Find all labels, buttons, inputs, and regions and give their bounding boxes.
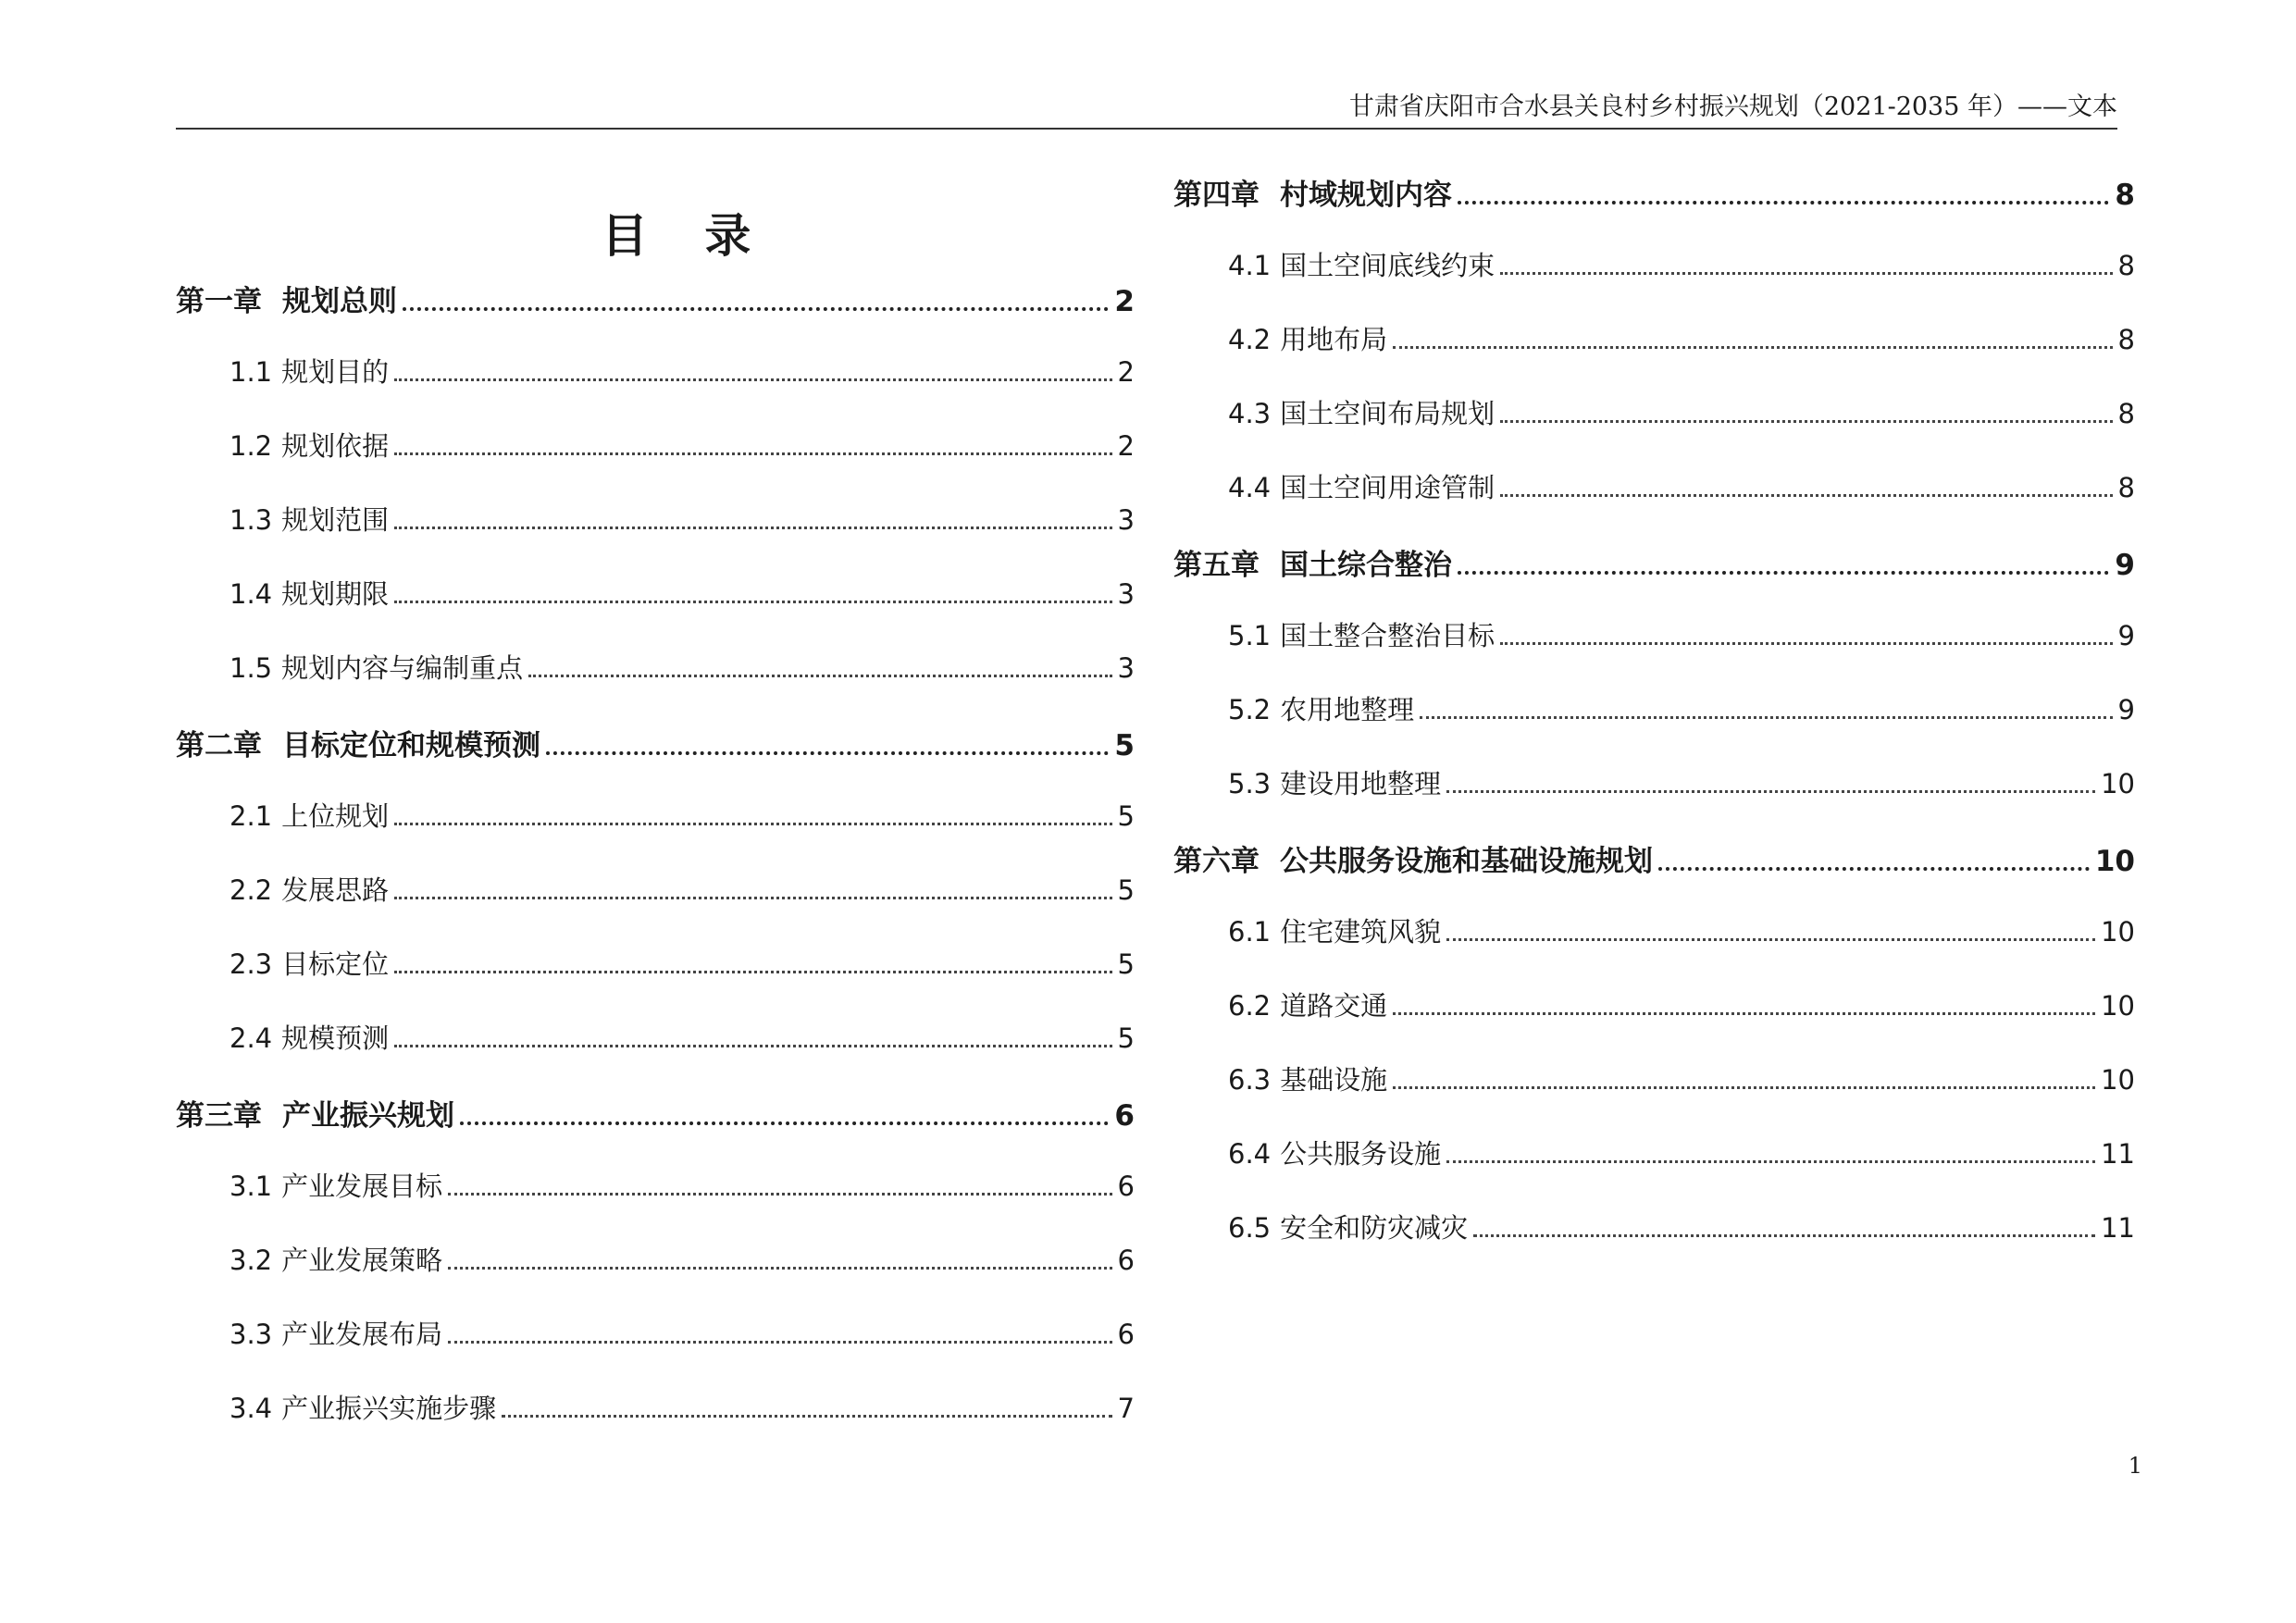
toc-entry-title: 产业振兴实施步骤 [281, 1393, 497, 1424]
toc-entry-number: 6.4 [1228, 1138, 1272, 1170]
toc-entry-page: 10 [2101, 1064, 2135, 1096]
toc-entry-page: 9 [2117, 620, 2135, 651]
toc-section-entry[interactable] [1228, 985, 2135, 1023]
toc-entry-title: 国土空间底线约束 [1280, 250, 1496, 281]
toc-section-entry[interactable] [1228, 615, 2135, 653]
toc-entry-page: 11 [2101, 1212, 2135, 1244]
toc-entry-page: 6 [1117, 1245, 1135, 1276]
toc-entry-page: 2 [1114, 285, 1135, 318]
toc-dot-leader [1446, 790, 2095, 793]
toc-entry-title: 国土空间用途管制 [1280, 472, 1496, 503]
toc-entry-page: 8 [2117, 324, 2135, 355]
toc-section-entry[interactable] [230, 796, 1135, 834]
toc-entry-title: 农用地整理 [1280, 694, 1415, 725]
toc-entry-page: 2 [1117, 430, 1135, 462]
toc-section-entry[interactable] [230, 426, 1135, 464]
toc-dot-leader [448, 1267, 1111, 1270]
toc-dot-leader [394, 452, 1111, 455]
toc-entry-page: 3 [1117, 578, 1135, 610]
toc-entry-title: 目标定位和规模预测 [282, 729, 540, 762]
toc-entry-number: 6.1 [1228, 916, 1272, 948]
toc-dot-leader [394, 378, 1111, 381]
toc-entry-number: 第三章 [176, 1099, 262, 1133]
toc-entry-page: 10 [2094, 845, 2135, 878]
toc-dot-leader [546, 751, 1109, 755]
toc-section-entry[interactable] [230, 1314, 1135, 1352]
toc-entry-title: 规划总则 [282, 285, 397, 318]
toc-section-entry[interactable] [1228, 393, 2135, 431]
toc-entry-number: 2.1 [230, 800, 273, 832]
toc-section-entry[interactable] [230, 500, 1135, 538]
toc-dot-leader [1420, 716, 2112, 719]
toc-entry-page: 10 [2101, 768, 2135, 799]
toc-section-entry[interactable] [230, 870, 1135, 908]
toc-section-entry[interactable] [230, 1240, 1135, 1278]
toc-entry-number: 3.4 [230, 1393, 273, 1424]
toc-chapter-entry[interactable] [176, 278, 1135, 319]
toc-entry-page: 10 [2101, 990, 2135, 1022]
toc-entry-page: 8 [2117, 398, 2135, 429]
toc-section-entry[interactable] [1228, 763, 2135, 801]
toc-section-entry[interactable] [230, 648, 1135, 686]
toc-entry-number: 3.1 [230, 1171, 273, 1202]
toc-entry-title: 国土综合整治 [1280, 549, 1452, 582]
toc-dot-leader [1500, 420, 2112, 423]
toc-entry-number: 第四章 [1173, 179, 1260, 212]
toc-entry-title: 安全和防灾减灾 [1280, 1212, 1469, 1244]
toc-entry-title: 产业发展策略 [281, 1245, 443, 1276]
toc-entry-number: 1.2 [230, 430, 273, 462]
toc-dot-leader [1500, 494, 2112, 497]
toc-dot-leader [1500, 642, 2112, 645]
toc-entry-page: 6 [1117, 1319, 1135, 1350]
toc-dot-leader [394, 823, 1111, 825]
toc-entry-title: 国土整合整治目标 [1280, 620, 1496, 651]
toc-entry-title: 规划内容与编制重点 [281, 652, 524, 684]
toc-chapter-entry[interactable] [1173, 837, 2135, 879]
toc-entry-title: 村域规划内容 [1280, 179, 1452, 212]
toc-section-entry[interactable] [1228, 1059, 2135, 1097]
toc-entry-page: 5 [1117, 800, 1135, 832]
toc-entry-number: 1.1 [230, 356, 273, 388]
toc-entry-title: 目标定位 [281, 948, 390, 980]
toc-entry-page: 2 [1117, 356, 1135, 388]
toc-section-entry[interactable] [1228, 911, 2135, 949]
toc-entry-page: 5 [1114, 729, 1135, 762]
toc-dot-leader [1393, 1086, 2095, 1089]
toc-chapter-entry[interactable] [1173, 171, 2135, 213]
toc-chapter-entry[interactable] [1173, 541, 2135, 583]
toc-dot-leader [394, 601, 1111, 603]
toc-section-entry[interactable] [230, 1166, 1135, 1204]
toc-entry-page: 3 [1117, 652, 1135, 684]
toc-dot-leader [1393, 346, 2112, 349]
toc-entry-title: 用地布局 [1280, 324, 1388, 355]
toc-section-entry[interactable] [1228, 1134, 2135, 1171]
toc-entry-number: 4.1 [1228, 250, 1272, 281]
toc-entry-title: 住宅建筑风貌 [1280, 916, 1442, 948]
toc-dot-leader [1458, 201, 2109, 204]
toc-entry-page: 3 [1117, 504, 1135, 536]
toc-dot-leader [394, 897, 1111, 899]
toc-section-entry[interactable] [230, 574, 1135, 612]
toc-dot-leader [528, 675, 1111, 677]
toc-chapter-entry[interactable] [176, 722, 1135, 763]
toc-dot-leader [394, 1045, 1111, 1047]
toc-entry-page: 8 [2115, 179, 2135, 212]
toc-entry-page: 10 [2101, 916, 2135, 948]
toc-entry-title: 规划目的 [281, 356, 390, 388]
toc-entry-page: 7 [1117, 1393, 1135, 1424]
toc-entry-page: 8 [2117, 472, 2135, 503]
toc-dot-leader [460, 1121, 1109, 1125]
toc-entry-page: 9 [2115, 549, 2135, 582]
toc-entry-number: 2.2 [230, 874, 273, 906]
toc-entry-page: 6 [1117, 1171, 1135, 1202]
toc-dot-leader [394, 971, 1111, 973]
toc-section-entry[interactable] [1228, 1208, 2135, 1245]
toc-entry-title: 规模预测 [281, 1022, 390, 1054]
toc-entry-number: 1.5 [230, 652, 273, 684]
toc-entry-number: 2.4 [230, 1022, 273, 1054]
toc-entry-title: 规划依据 [281, 430, 390, 462]
toc-section-entry[interactable] [1228, 245, 2135, 283]
toc-section-entry[interactable] [1228, 467, 2135, 505]
toc-dot-leader [448, 1341, 1111, 1344]
page-number: 1 [2128, 1453, 2142, 1479]
toc-section-entry[interactable] [1228, 689, 2135, 727]
toc-entry-number: 2.3 [230, 948, 273, 980]
toc-entry-number: 6.5 [1228, 1212, 1272, 1244]
toc-entry-number: 第二章 [176, 729, 262, 762]
toc-entry-page: 9 [2117, 694, 2135, 725]
toc-dot-leader [502, 1415, 1111, 1418]
toc-dot-leader [448, 1193, 1111, 1196]
toc-dot-leader [1500, 272, 2112, 275]
toc-entry-page: 6 [1114, 1099, 1135, 1133]
toc-section-entry[interactable] [230, 1018, 1135, 1056]
toc-section-entry[interactable] [230, 944, 1135, 982]
toc-entry-number: 4.2 [1228, 324, 1272, 355]
toc-dot-leader [1473, 1234, 2095, 1237]
toc-entry-number: 6.2 [1228, 990, 1272, 1022]
page-header [176, 89, 2117, 130]
toc-entry-number: 3.2 [230, 1245, 273, 1276]
toc-dot-leader [1446, 1160, 2095, 1163]
toc-entry-title: 规划期限 [281, 578, 390, 610]
toc-entry-title: 基础设施 [1280, 1064, 1388, 1096]
toc-entry-title: 产业发展目标 [281, 1171, 443, 1202]
toc-entry-number: 6.3 [1228, 1064, 1272, 1096]
header-title: 甘肃省庆阳市合水县关良村乡村振兴规划（2021-2035 年）——文本 [1348, 93, 2117, 121]
toc-section-entry[interactable] [230, 1388, 1135, 1426]
toc-entry-title: 道路交通 [1280, 990, 1388, 1022]
toc-dot-leader [1446, 938, 2095, 941]
toc-entry-number: 1.3 [230, 504, 273, 536]
toc-dot-leader [1658, 867, 2090, 871]
toc-dot-leader [403, 307, 1109, 311]
toc-title: 目 录 [602, 209, 772, 263]
toc-entry-page: 8 [2117, 250, 2135, 281]
toc-entry-number: 第一章 [176, 285, 262, 318]
toc-entry-title: 发展思路 [281, 874, 390, 906]
toc-entry-number: 1.4 [230, 578, 273, 610]
toc-entry-title: 产业发展布局 [281, 1319, 443, 1350]
toc-entry-number: 第五章 [1173, 549, 1260, 582]
toc-entry-number: 4.3 [1228, 398, 1272, 429]
toc-entry-number: 5.1 [1228, 620, 1272, 651]
toc-entry-page: 11 [2101, 1138, 2135, 1170]
toc-entry-title: 建设用地整理 [1280, 768, 1442, 799]
toc-section-entry[interactable] [230, 352, 1135, 390]
toc-entry-number: 3.3 [230, 1319, 273, 1350]
toc-entry-number: 5.3 [1228, 768, 1272, 799]
toc-entry-number: 第六章 [1173, 845, 1260, 878]
toc-entry-title: 产业振兴规划 [282, 1099, 454, 1133]
toc-chapter-entry[interactable] [176, 1092, 1135, 1134]
toc-entry-number: 4.4 [1228, 472, 1272, 503]
toc-entry-title: 公共服务设施 [1280, 1138, 1442, 1170]
toc-entry-title: 国土空间布局规划 [1280, 398, 1496, 429]
toc-dot-leader [394, 527, 1111, 529]
toc-dot-leader [1458, 571, 2109, 575]
toc-entry-page: 5 [1117, 948, 1135, 980]
toc-entry-page: 5 [1117, 1022, 1135, 1054]
toc-entry-page: 5 [1117, 874, 1135, 906]
toc-entry-number: 5.2 [1228, 694, 1272, 725]
toc-entry-title: 上位规划 [281, 800, 390, 832]
toc-entry-title: 规划范围 [281, 504, 390, 536]
toc-section-entry[interactable] [1228, 319, 2135, 357]
toc-entry-title: 公共服务设施和基础设施规划 [1280, 845, 1653, 878]
toc-dot-leader [1393, 1012, 2095, 1015]
